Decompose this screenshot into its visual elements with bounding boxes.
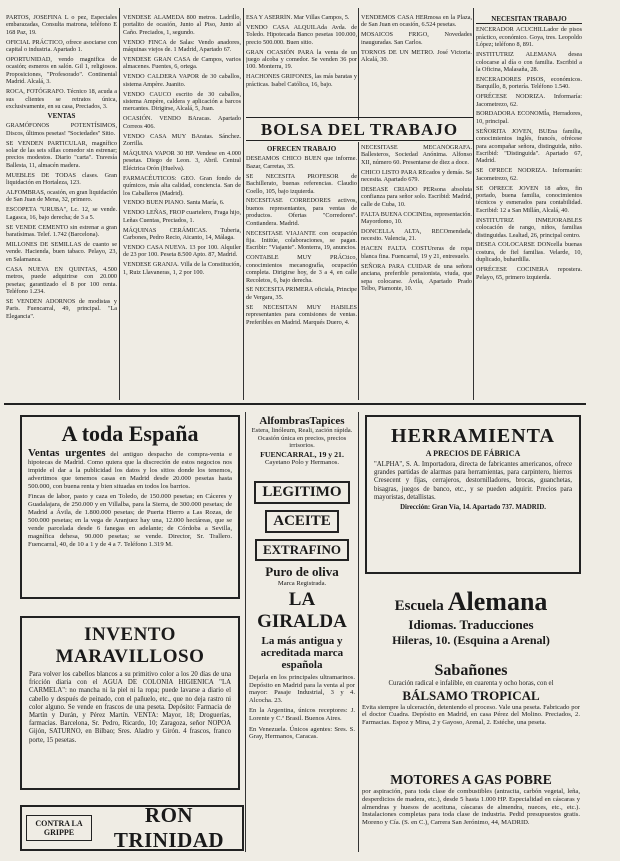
classified-ad: CASA NUEVA EN QUINTAS, 4.500 metros, puede adquirirse con 20.000 pesetas; garantizado el 8 por 100 renta. Teléfono 1.234. — [6, 265, 117, 295]
ad-brand: Alemana — [447, 587, 548, 616]
ad-title: MOTORES A GAS POBRE — [390, 772, 552, 787]
ad-label-extrafino: EXTRAFINO — [255, 539, 349, 561]
classifieds-column-4-top — [361, 14, 472, 119]
classified-ad: VENDO FINCA de Salas: Vendo anadores, máquinas viejos de. 1 Madrid, Apartado 67. — [123, 38, 241, 54]
ad-alfombras-tapices — [249, 415, 355, 466]
column-rule — [473, 8, 474, 400]
classified-ad: SE OFRECE NODRIZA. Informarán: Jacometrezo, 62. — [476, 167, 582, 182]
classified-ad: ALFOMBRAS, ocasión, en gran liquidación de San Juan de Mena, 32, primero. — [6, 189, 117, 204]
title-rule — [246, 140, 473, 141]
classified-ad: VENDESE ALAMEDA 800 metros. Ladrillo, portalito de ocasión, Junto al Piso, Junto al Caño. Preciados, 1, segundo. — [123, 14, 241, 36]
ad-sabanones — [362, 662, 580, 727]
ad-label-legitimo: LEGITIMO — [254, 481, 349, 504]
classified-ad: CONTABLE MUY PRÁCtico, conocimientos mecanografía, ocupación completa. Dirigirse hoy, de 3 a 4, en calle Recoletos, 6, bajo derecha. — [246, 254, 357, 284]
classified-ad: FARMACÉUTICOS: GEO. Gran fondo de químicos, más alta calidad, conciencia. San de los Caballeros (Madrid). — [123, 174, 241, 197]
ad-lead: Ventas urgentes — [28, 447, 106, 459]
classified-ad: VENDO CALDERA VAPOR de 30 caballos, sistema Ampère. Juanito. — [123, 73, 241, 88]
classified-ad: SE VENDE CEMENTO sin estrenar a gran baratísimas. Telef. 1.742 (Barcelona). — [6, 223, 117, 239]
ad-brand: LA GIRALDA — [257, 589, 347, 632]
classified-ad: SE OFRECE JOVEN 18 años, fin portado, buena familia, conocimientos técnicos y esmerados para contabilidad. Escribid: 12 a San Millán, Alcalá, 40. — [476, 184, 582, 214]
classified-ad: SE VENDEN PARTICULAR, magnífico solar de las seis sillas comedor sin estrenar; precios modestos. Diario "carta". Travesía Ballesta, 11, almacén madera. — [6, 139, 117, 169]
classified-ad: INSTITUTRIZ ALEMANA desea colocarse al día o con familia. Escribid a la Oficina, Malasaña, 28. — [476, 51, 582, 73]
ad-address: Hileras, 10. (Esquina a Arenal) — [392, 633, 550, 647]
ad-title: INVENTO MARAVILLOSO — [55, 624, 205, 667]
classified-ad: CHICO LISTO PARA REcados y demás. Se necesita. Apartado 679. — [361, 168, 472, 184]
ad-body-3: En Venezuela. Únicos agentes: Sres. S. Gray, Hermanos, Caracas. — [249, 725, 355, 741]
classified-ad: NECESITASE VIAJANTE con ocupación fija. Intitúe, colaboraciones, se pagan. Escribir: "Viajante". Monterra, 19, anuncios. — [246, 229, 357, 252]
classifieds-column-5 — [476, 14, 582, 406]
classified-ad: DESEASE CRIADO PERsona absoluta confianza para señor solo. Escribid: Madrid, calle de Cuba, 10. — [361, 186, 472, 208]
ad-slogan: CONTRA LA GRIPPE — [26, 815, 92, 841]
ad-body: Dejarla en los principales ultramarinos. Depósito en Madrid para la venta al por mayor: Pasaje Industrial, 3 y 4. Alcocha. 23. — [249, 674, 355, 704]
classified-ad: MÁQUINA VAPOR 30 HP. Vendese en 4.000 pesetas. Diego de Leon. 3, Abril. Central Eléctrica Orón (Huelva). — [123, 150, 241, 172]
classified-ad: MÁQUINAS CERÁMICAS. Tuberia, Carbones, Pedro Recio, Aicanto, 14, Málaga. — [123, 226, 241, 242]
classified-ad: DESEAMOS CHICO BUEN que informe. Bazar, Carretas, 35. — [246, 155, 357, 170]
classified-ad: VENDO LEÑAS, FROP cuartelero, Fraga hijo, Leñas Cuentas, Preciados, 1. — [123, 209, 241, 224]
ad-title: Sabañones — [434, 662, 508, 679]
classified-ad: MUEBLES DE TODAS clases. Gran liquidación en Hortaleza, 123. — [6, 171, 117, 187]
classifieds-column-1 — [6, 14, 117, 406]
classified-ad: VENDO CASA MUY BAratas. Sánchez. Zorrilla. — [123, 132, 241, 148]
ad-title: HERRAMIENTA — [391, 425, 555, 447]
classified-ad: VENDESE GRANJA. Villa de la Constitución, 1, Ruiz Llavaneras, 1, 2 por 100. — [123, 261, 241, 276]
classified-ad: ESCOPETA "URUBA", Lc. 12, se vende. Lagasca, 16, bajo derecha; de 3 a 5. — [6, 206, 117, 221]
ad-body: "ALPHA", S. A. Importadora, directa de fabricantes americanos, ofrece grandes partidas de alarmas para herramientas, para carpintero, hierros Cresecent y fijas, cerrajeros, destornilladores, brocas, guanchetas, bisagras, juegos de banco, etc., y se pueden adquirir. Precios para mayoristas, detallistas. — [374, 461, 572, 501]
classified-ad: MOSAICOS FRIGO, Novedades inauguradas. San Carlos. — [361, 31, 472, 46]
classified-ad: NECESITASE MECANÓGRAFA. Ballesteros, Sociedad Anónima. Alfonso XII, número 60. Presentarse de diez a doce. — [361, 144, 472, 166]
ad-subtitle: A PRECIOS DE FÁBRICA — [425, 449, 521, 458]
column-rule — [245, 412, 246, 852]
section-title-bolsa-del-trabajo: BOLSA DEL TRABAJO — [260, 120, 459, 139]
classified-ad: DONCELLA ALTA, RECOmendada, necesito. Valencia, 21. — [361, 228, 472, 243]
column-rule — [119, 8, 120, 400]
classified-ad: VENDO BUEN PIANO. Santa María, 6. — [123, 199, 225, 207]
ad-aceite-la-giralda — [249, 478, 355, 848]
classified-ad: SEÑORITA JOVEN, BUEna familia, conocimientos inglés, francés, ofrécese para acompañar señora, distinguida, niño. Escribid: "Distinguida". Apartado 67, Madrid. — [476, 127, 582, 165]
classifieds-column-4-bottom — [361, 144, 472, 400]
section-heading-ventas: VENTAS — [47, 111, 76, 120]
classified-ad: OFRÉCESE NODRIZA. Informaría: Jacometrezo, 62. — [476, 93, 582, 108]
ad-address: FUENCARRAL, 19 y 21. — [260, 449, 344, 459]
ad-pre: Escuela — [394, 598, 444, 614]
column-rule — [358, 412, 359, 852]
column-rule — [358, 142, 359, 400]
classifieds-column-3-top — [246, 14, 357, 119]
ad-body — [22, 447, 238, 493]
classified-ad: VENDO CASA NUEVA. 13 por 100. Alquiler de 23 por 100. Peseta 8.500 Apto. 87, Madrid. — [123, 243, 241, 259]
ad-escuela-alemana — [362, 587, 580, 648]
ad-body: por aspiración, para toda clase de combustibles (antracita, carbón vegetal, leña, desperdicios de madera, etc.), desde 5 hasta 1.000 HP. Especialidad en cáscaras y almendras y huesos de aceituna, cáscaras de almendra, nueces, etc., etc.). Instalaciones completas para toda clase de industria. Pedid presupuestos gratis. Moreno y Cía. (S. en C.), Carrera San Jerónimo, 44, MADRID. — [362, 788, 580, 827]
ad-lead: Curación radical e infalible, en cuarenta y ocho horas, con el — [388, 680, 554, 687]
ad-invento-maravilloso — [20, 616, 240, 790]
classified-ad: SEÑORA PARA CUIDAR de una señora anciana, preferible pensionista, viuda, que sepa colocarse. Ávila, Apartado Prado Telbo, Piamonte, 10. — [361, 262, 472, 292]
classified-ad: OFRÉCESE COCINERA repostera. Pelayo, 65, primero izquierda. — [476, 266, 582, 281]
ad-brand: BÁLSAMO TROPICAL — [402, 687, 540, 703]
ad-body-2: En la Argentina, únicos receptores: J. Lorente y C.ª Brasil. Buenos Aires. — [249, 707, 355, 722]
ad-address: Dirección: Gran Vía, 14. Apartado 737. MADRID. — [400, 504, 546, 512]
classified-ad: DESEA COLOCARSE DONcella buenas costura, de fiel familias. Velarde, 10, duplicado, buhardilla. — [476, 241, 582, 264]
classified-ad: VENDO CASA ALQUILAda Avda. de Toledo. Hipotecada Banco pesetas 100.000, precio 500.000. Buen sitio. — [246, 23, 357, 46]
classified-ad: HACEN FALTA COSTUreras de ropa blanca fina. Fuencarral, 19 y 21, entresuelo. — [361, 245, 472, 260]
classified-ad: OCASIÓN. VENDO BAracas. Apartado Correos 406. — [123, 115, 241, 130]
classified-ad: ROCA, FOTÓGRAFO. Técnico 18, acuda a sus clientes se retratos única, exclusivamente, en su casa, Preciados, 3. — [6, 88, 117, 110]
title-rule — [246, 117, 473, 118]
classified-ad: TORNOS DE UN METRO. José Victoria. Alcalá, 30. — [361, 48, 472, 64]
ad-herramienta — [365, 415, 581, 574]
classified-ad: FALTA BUENA COCINEra, representación. Mayordomo, 10. — [361, 210, 472, 226]
classified-ad: BORDADORA ECONOMÍa, Herradores, 10, principal. — [476, 110, 582, 125]
classified-ad: ESA Y ASERRÍN. Mar Villas Campos, 5. — [246, 14, 350, 21]
ad-ron-trinidad — [20, 805, 244, 851]
ad-lead-text: del antiguo despacho de compra-venta e hipotecas de Madrid. Como quiera que la discreción de estos negocios nos impide el dar a la publicidad los datos y los sitios donde los tenemos, advertimos que tenemos casas en Madrid desde 20.000 pesetas hasta 500.000, con buena renta y bien situadas en todos los barrios. — [28, 451, 232, 490]
ad-title: A toda España — [61, 421, 199, 446]
ad-label-aceite: ACEITE — [265, 510, 339, 533]
classifieds-column-2 — [123, 14, 241, 406]
ad-body-2: Fincas de labor, pasto y caza en Toledo, de 150.000 pesetas; en Cáceres y Guadalajara, de 250.000 y en Villalba, para la Sierra, de 300.000 pesetas; de Madrid a Ávila, de 1.800.000 pesetas; de Puerta Hierro a Las Rozas, de 500.000 pesetas; en la vega de Aranjuez hay una, 12.000 hectáreas, que se vende parcelada desde 6 fanegas en adelante; de Córdoba a Sevilla, magnífica dehesa, 90.000 pesetas; se vende. Director, Sr. Trallero. Fuencarral, 40, de 10 a 1 y de 4 a 7. Teléfono 1.319 M. — [28, 493, 232, 548]
ad-body: Estera, linóleum, Reali, zación rápida. Ocasión única en precios, precios irrisorios. — [251, 427, 353, 450]
section-heading-ofrecen-trabajo: OFRECEN TRABAJO — [266, 145, 337, 153]
classified-ad: VENDEMOS CASA HERmosa en la Plaza, de San Juan en ocasión, 6.524 pesetas. — [361, 14, 472, 29]
classified-ad: OPORTUNIDAD, vendo magnifica de ocasión; esmeros en salón. Gil 1, religiosos. Proposiciones, "Profesorado". Continental Madrid. Alcalá, 3. — [6, 56, 117, 86]
column-rule — [243, 8, 244, 400]
classified-ad: ENCERADORES PISOS, económicos. Barquillo, 8, portería. Teléfono 1.540. — [476, 75, 582, 91]
classified-ad: ENCERADOR ACUCHILLador de pisos práctico, económico. Goya, tres. Leopoldo López; teléfono 8, 891. — [476, 26, 582, 49]
classified-ad: SE NECESITA PRIMERA oficiala, Principe de Vergara, 35. — [246, 286, 357, 301]
ad-subtitle: Idiomas. Traducciones — [408, 617, 534, 632]
classified-ad: PARTOS, JOSEFINA L o pez, Especiales embarazadas, Consulta matrona, teléfono E 168 Paz, 19. — [6, 14, 117, 36]
ad-brand: RON TRINIDAD — [113, 805, 225, 851]
ad-extra: Cayetano Polo y Hermanos. — [265, 458, 339, 466]
section-heading-necesitan-trabajo: NECESITAN TRABAJO — [476, 16, 582, 24]
classified-ad: GRAMÓFONOS POTENTÍSIMOS, Discos, últimos pesetas! "Sociedades" Sitio. — [6, 122, 117, 137]
ad-label-marca: Marca Registrada. — [277, 580, 327, 587]
ad-tagline: La más antigua y acreditada marca española — [260, 635, 344, 671]
classified-ad: MILLONES DE SEMILLAS de cuanto se vende. Hacienda, buen tabaco. Pelayo, 23, en Salamanca. — [6, 240, 117, 263]
classified-ad: GRAN OCASIÓN PARA la venta de un juego alcoba y comedor. Se venden 36 por 100. Monterra, 19. — [246, 48, 357, 71]
classified-ad: VENDO CAUCO escrito de 30 caballos, sistema Ampère, caldera y aplicación a barcos mercantes. Dirigirse, Alcalá, 5, Juan. — [123, 90, 241, 113]
classified-ad: SE VENDEN ADORNOS de modistas y Paris. Fuencarral, 49, principal. "La Elegancia". — [6, 297, 117, 320]
ad-a-toda-espana — [20, 415, 240, 599]
ad-title: AlfombrasTapices — [259, 415, 345, 427]
ad-label-puro: Puro de oliva — [265, 564, 339, 579]
column-rule — [358, 8, 359, 120]
classified-ad: SE NECESITA PROFESOR de Bachillerato, buenas referencias. Claudio Coello, 105, bajo izquierda. — [246, 172, 357, 195]
classified-ad: OFICIAL PRÁCTICO, ofrece asociarse con capital o industria. Apartado 1. — [6, 38, 117, 54]
classified-ad: HACHONES GRIFONES, las más baratas y prácticas. Isabel Católica, 16, bajo. — [246, 73, 357, 88]
ad-body: Evita siempre la ulceración, deteniendo el proceso. Vale una peseta. Fabricado por el doctor Cuadra. Depósito en Madrid, en casa Pérez del Molino. Preciados, 2. Farmacias. Espoz y Mina, 2 y Gayoso, Arenal, 2. Estéche, una peseta. — [362, 703, 580, 727]
ad-motores-gas-pobre — [362, 772, 580, 850]
classified-ad: NECESITASE CORREDORES activos, buenos representantes, para ventas de productos. Ofertas "Corredores". Contiandera. Madrid. — [246, 197, 357, 227]
classified-ad: SE NECESITAN MUY HABILES representantes para comisiones de ventas. Preferibles en Madrid. Marqués Duero, 4. — [246, 303, 357, 326]
ad-body: Para volver los cabellos blancos a su primitivo color a los 20 días de una fricción diaria con el AGUA DE COLONIA HIGIENICA "LA CARMELA": no mancha ni la piel ni la ropa; puede lavarse a diario el cabello y después de peinado, con el pañuelo, etc., que no deja rastro ni color alguno. Se vende en frascos de una peseta. Depósito: Farmacia de Martín y Durán, y Pérez Martín. VENTA: Mayor, 18; Droguerías, farmacias. Barcelona, Sr. Pedro, Ricardo, 10; Zaragoza, señor NOPOA Gijón, SATURNO, en Bilbao; Sres. Aladro y Girón. 4 frascos, franco porte, 15 pesetas. — [29, 671, 231, 744]
classifieds-column-3-bottom — [246, 144, 357, 400]
classified-ad: VENDESE GRAN CASA de Campos, varios almacenes. Fuentes, 6, ortega. — [123, 56, 241, 71]
classified-ad: INSTITUTRIZ INMEJORABLES colocación de rango, niños, familias distinguidas. Lealtad, 26, principal centro. — [476, 216, 582, 239]
